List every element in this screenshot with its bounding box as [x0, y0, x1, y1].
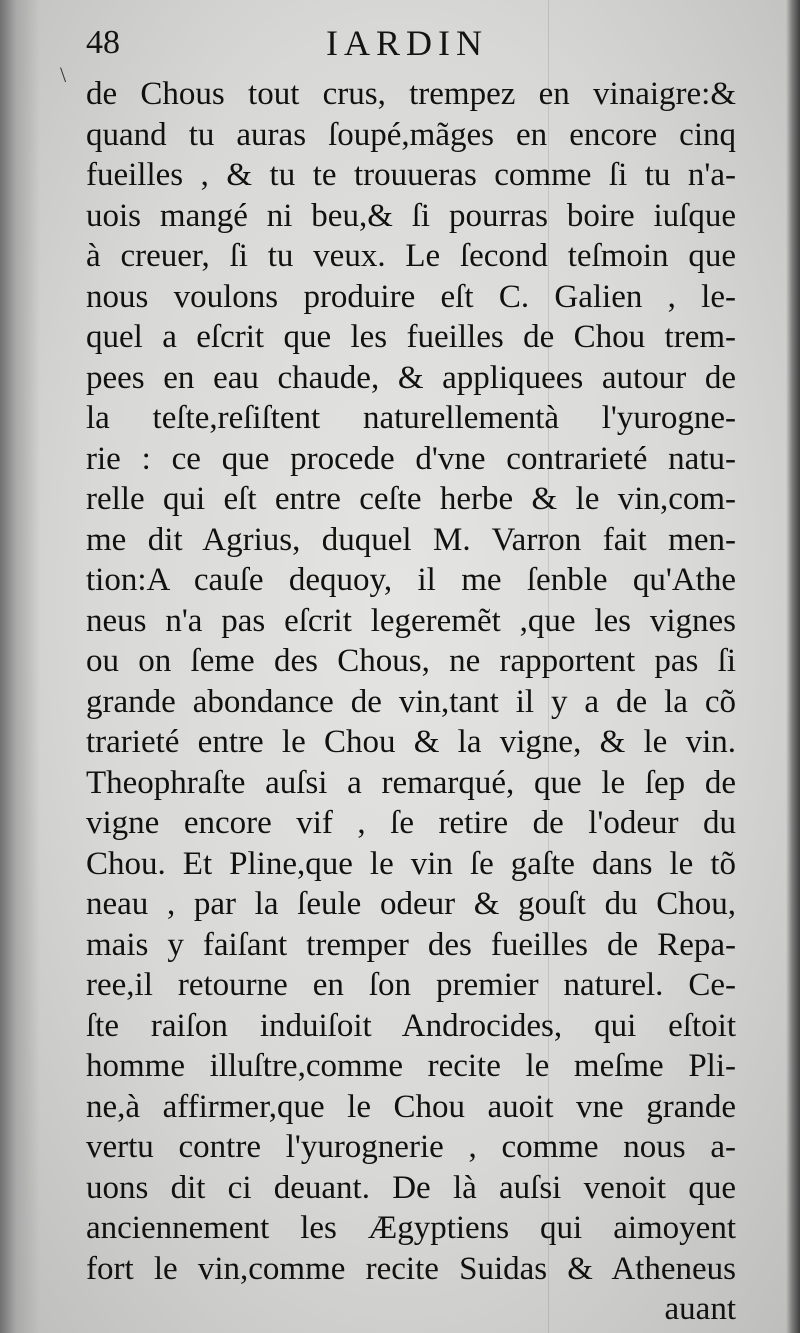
- text-line: vertu contre l'yurognerie , comme nous a-: [86, 1129, 736, 1165]
- text-line: homme illuſtre,comme recite le meſme Pli-: [86, 1048, 736, 1084]
- text-line: pees en eau chaude, & appliquees autour de: [86, 359, 736, 396]
- text-line: quand tu auras ſoupé,mãges en encore cinq: [86, 116, 736, 153]
- gutter-shadow: [0, 0, 40, 1333]
- text-line: fort le vin,comme recite Suidas & Atheneus: [86, 1250, 736, 1287]
- text-line: à creuer, ſi tu veux. Le ſecond teſmoin que: [86, 238, 736, 274]
- text-line: neau , par la ſeule odeur & gouſt du Chou,: [86, 886, 736, 922]
- text-line: anciennement les Ægyptiens qui aimoyent: [86, 1210, 736, 1246]
- text-line: mais y faiſant tremper des fueilles de Repa-: [86, 926, 736, 963]
- text-line: uons dit ci deuant. De là auſsi venoit que: [86, 1169, 736, 1206]
- text-line: tion:A cauſe dequoy, il me ſenble qu'Athe: [86, 562, 736, 598]
- text-line: Theophraſte auſsi a remarqué, que le ſep de: [86, 764, 736, 801]
- text-line: la teſte,reſiſtent naturellementà l'yurogne-: [86, 400, 736, 436]
- text-line: ou on ſeme des Chous, ne rapportent pas ſi: [86, 643, 736, 679]
- text-line: neus n'a pas eſcrit legeremẽt ,que les vignes: [86, 602, 736, 639]
- body-text: [86, 74, 736, 1330]
- text-line: rie : ce que procede d'vne contrarieté natu-: [86, 440, 736, 477]
- text-line: trarieté entre le Chou & la vigne, & le vin.: [86, 724, 736, 760]
- text-line: ne,à affirmer,que le Chou auoit vne grande: [86, 1088, 736, 1125]
- text-line: nous voulons produire eſt C. Galien , le-: [86, 278, 736, 315]
- text-line: me dit Agrius, duquel M. Varron fait men-: [86, 521, 736, 558]
- page-header: [86, 18, 686, 68]
- text-line: grande abondance de vin,tant il y a de la cõ: [86, 683, 736, 720]
- text-line: quel a eſcrit que les fueilles de Chou trem-: [86, 319, 736, 355]
- page-number: 48: [86, 24, 120, 61]
- margin-mark: \: [60, 62, 67, 87]
- text-line: de Chous tout crus, trempez en vinaigre:&: [86, 76, 736, 112]
- text-line: uois mangé ni beu,& ſi pourras boire iuſque: [86, 197, 736, 234]
- page-edge: [786, 0, 800, 1333]
- catchword: auant: [664, 1291, 736, 1327]
- running-head: IARDIN: [326, 23, 488, 63]
- text-line: fueilles , & tu te trouueras comme ſi tu n'a-: [86, 157, 736, 193]
- text-line: relle qui eſt entre ceſte herbe & le vin,com-: [86, 481, 736, 517]
- text-line: Chou. Et Pline,que le vin ſe gaſte dans le tõ: [86, 845, 736, 882]
- text-line: vigne encore vif , ſe retire de l'odeur du: [86, 805, 736, 841]
- text-line: ree,il retourne en ſon premier naturel. Ce-: [86, 967, 736, 1003]
- text-line: ſte raiſon induiſoit Androcides, qui eſtoit: [86, 1007, 736, 1044]
